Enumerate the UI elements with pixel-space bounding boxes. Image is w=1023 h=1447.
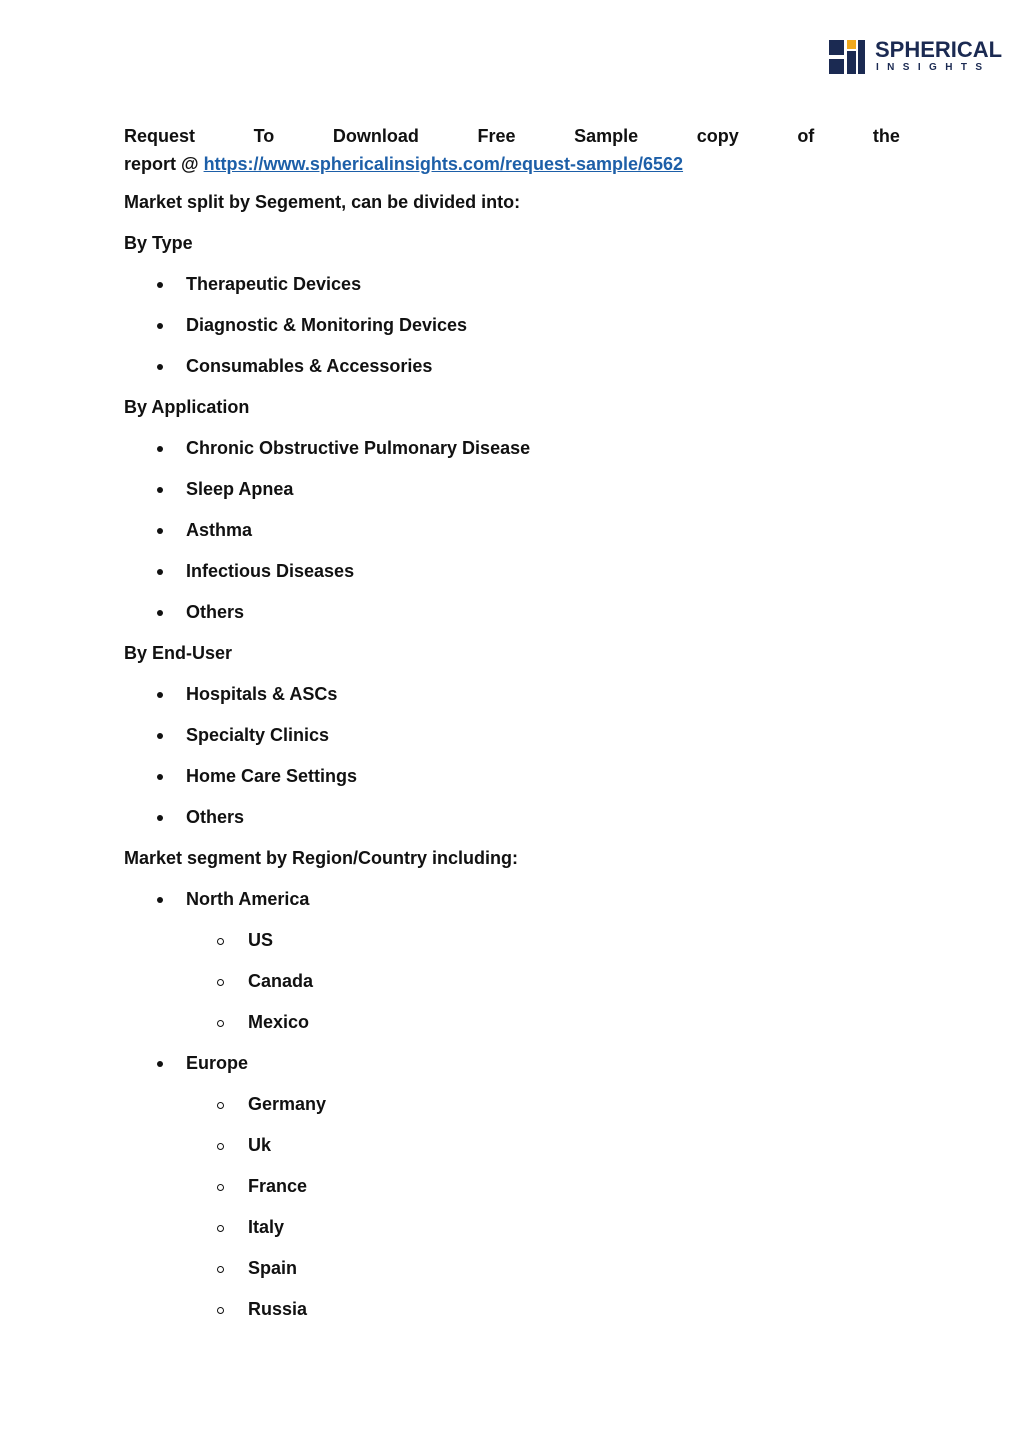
list-item-label: Specialty Clinics: [186, 725, 330, 745]
by-end-user-list: [124, 674, 900, 838]
country-label: France: [248, 1176, 308, 1196]
country-label: Italy: [248, 1217, 285, 1237]
country-item: [124, 1289, 900, 1330]
bullet-icon: [157, 733, 163, 739]
list-item: [124, 756, 900, 797]
circle-bullet-icon: [217, 1307, 224, 1314]
region-item: [124, 1043, 900, 1084]
list-item: [124, 428, 900, 469]
country-item: [124, 961, 900, 1002]
segment-split-heading: Market split by Segement, can be divided into:: [124, 192, 521, 212]
bullet-icon: [157, 897, 163, 903]
country-label: Mexico: [248, 1012, 310, 1032]
list-item: [124, 510, 900, 551]
request-word: Request: [124, 126, 196, 146]
request-sample-line: [124, 122, 900, 150]
bullet-icon: [157, 692, 163, 698]
bullet-icon: [157, 323, 163, 329]
country-label: Russia: [248, 1299, 308, 1319]
region-list: [124, 879, 900, 920]
report-prefix: report @: [124, 154, 204, 174]
request-word: Download: [332, 126, 419, 146]
circle-bullet-icon: [217, 1143, 224, 1150]
country-item: [124, 1084, 900, 1125]
request-sample-link[interactable]: https://www.sphericalinsights.com/request-sample/6562: [203, 154, 684, 174]
circle-bullet-icon: [217, 979, 224, 986]
circle-bullet-icon: [217, 1020, 224, 1027]
country-item: [124, 1248, 900, 1289]
bullet-icon: [157, 774, 163, 780]
circle-bullet-icon: [217, 1102, 224, 1109]
bullet-icon: [157, 815, 163, 821]
country-label: Germany: [248, 1094, 327, 1114]
request-word: the: [872, 126, 900, 146]
list-item-label: Home Care Settings: [186, 766, 358, 786]
country-item: [124, 1125, 900, 1166]
country-label: Uk: [248, 1135, 272, 1155]
bullet-icon: [157, 528, 163, 534]
bullet-icon: [157, 1061, 163, 1067]
logo-wordmark: SPHERICAL: [875, 37, 1003, 62]
spherical-insights-logo: [829, 37, 1003, 76]
by-application-list: [124, 428, 900, 633]
list-item: [124, 592, 900, 633]
list-item-label: Sleep Apnea: [186, 479, 294, 499]
request-word: copy: [696, 126, 739, 146]
list-item-label: Hospitals & ASCs: [186, 684, 338, 704]
list-item-label: Chronic Obstructive Pulmonary Disease: [186, 438, 531, 458]
region-label: North America: [186, 889, 310, 909]
list-item-label: Asthma: [186, 520, 253, 540]
list-item: [124, 305, 900, 346]
country-item: [124, 1207, 900, 1248]
document-body: [124, 122, 900, 1330]
north-america-country-list: [124, 920, 900, 1043]
list-item-label: Others: [186, 602, 245, 622]
europe-country-list: [124, 1084, 900, 1330]
region-label: Europe: [186, 1053, 249, 1073]
list-item: [124, 715, 900, 756]
circle-bullet-icon: [217, 938, 224, 945]
circle-bullet-icon: [217, 1266, 224, 1273]
request-link-line: [124, 150, 900, 178]
request-word: Sample: [574, 126, 639, 146]
circle-bullet-icon: [217, 1225, 224, 1232]
bullet-icon: [157, 487, 163, 493]
country-label: US: [248, 930, 274, 950]
region-item: [124, 879, 900, 920]
country-label: Canada: [248, 971, 314, 991]
country-item: [124, 920, 900, 961]
country-item: [124, 1002, 900, 1043]
by-application-heading: By Application: [124, 397, 250, 417]
logo-mark-icon: [829, 40, 865, 74]
list-item: [124, 674, 900, 715]
request-word: To: [253, 126, 275, 146]
bullet-icon: [157, 282, 163, 288]
request-word: Free: [477, 126, 516, 146]
list-item: [124, 264, 900, 305]
by-end-user-heading: By End-User: [124, 643, 233, 663]
list-item-label: Diagnostic & Monitoring Devices: [186, 315, 468, 335]
list-item-label: Infectious Diseases: [186, 561, 355, 581]
by-type-list: [124, 264, 900, 387]
request-word: of: [797, 126, 815, 146]
list-item-label: Therapeutic Devices: [186, 274, 362, 294]
logo-subtitle: INSIGHTS: [876, 62, 991, 73]
region-heading: Market segment by Region/Country including:: [124, 848, 519, 868]
region-list: [124, 1043, 900, 1084]
bullet-icon: [157, 569, 163, 575]
bullet-icon: [157, 446, 163, 452]
bullet-icon: [157, 610, 163, 616]
list-item: [124, 551, 900, 592]
bullet-icon: [157, 364, 163, 370]
list-item: [124, 346, 900, 387]
country-label: Spain: [248, 1258, 298, 1278]
list-item: [124, 797, 900, 838]
circle-bullet-icon: [217, 1184, 224, 1191]
list-item: [124, 469, 900, 510]
list-item-label: Consumables & Accessories: [186, 356, 433, 376]
list-item-label: Others: [186, 807, 245, 827]
country-item: [124, 1166, 900, 1207]
by-type-heading: By Type: [124, 233, 193, 253]
